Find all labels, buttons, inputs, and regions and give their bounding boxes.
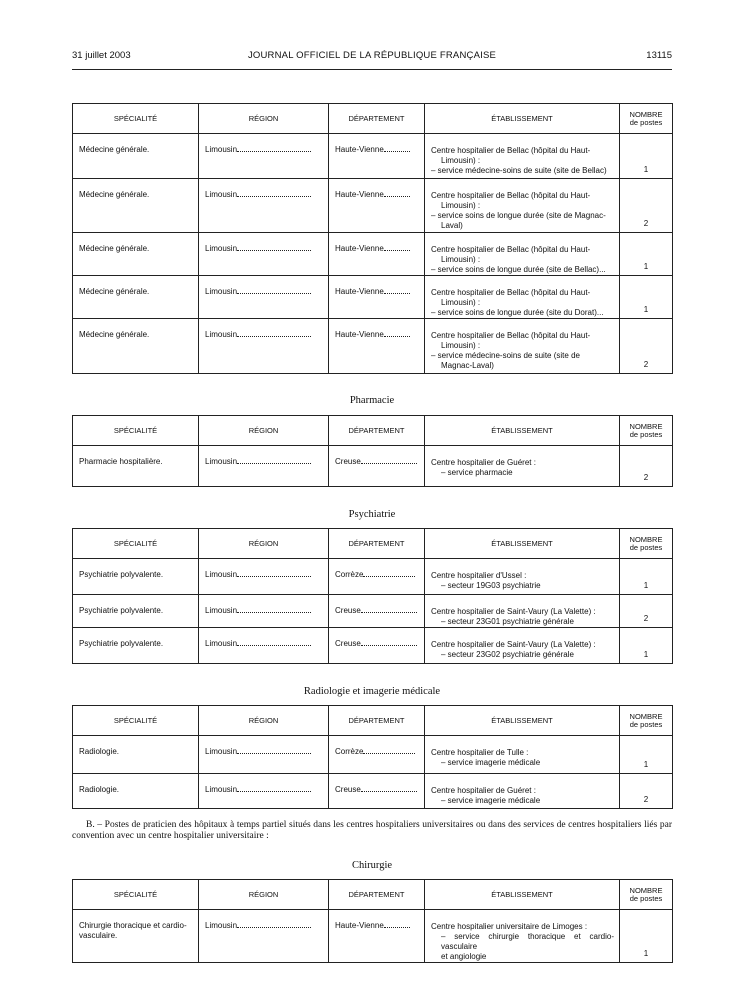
cell-specialite <box>73 319 199 374</box>
etablissement-line: – service imagerie médicale <box>441 796 541 805</box>
dot-leader <box>384 151 410 152</box>
table-header <box>73 416 673 446</box>
nombre-label-1: NOMBRE <box>629 109 663 119</box>
col-header-specialite <box>73 416 199 446</box>
etablissement-line: Magnac-Laval) <box>441 361 494 370</box>
nombre-value: 2 <box>643 219 649 228</box>
cell-region <box>199 595 329 628</box>
cell-region <box>199 628 329 664</box>
etablissement-line: Centre hospitalier de Tulle : <box>431 748 529 757</box>
specialite-text: Radiologie. <box>79 785 120 794</box>
header-row <box>73 880 673 910</box>
cell-nombre <box>620 628 673 664</box>
etablissement-line: et angiologie <box>441 952 487 961</box>
table-body <box>73 446 673 487</box>
departement-text: Haute-Vienne <box>335 287 384 296</box>
departement-text: Haute-Vienne <box>335 190 384 199</box>
dot-leader <box>237 250 311 251</box>
nombre-value: 1 <box>643 305 649 314</box>
etablissement-line: Centre hospitalier de Bellac (hôpital du Haut- <box>431 191 591 200</box>
cell-etablissement <box>425 446 620 487</box>
col-header-region <box>199 104 329 134</box>
col-header-region-label: RÉGION <box>248 715 279 725</box>
dot-leader <box>363 576 415 577</box>
col-header-specialite-label: SPÉCIALITÉ <box>113 889 158 899</box>
dot-leader <box>237 612 311 613</box>
table-row <box>73 559 673 595</box>
nombre-label-1: NOMBRE <box>629 885 663 895</box>
col-header-specialite <box>73 880 199 910</box>
col-header-region <box>199 880 329 910</box>
specialite-text: Médecine générale. <box>79 190 150 199</box>
cell-nombre <box>620 595 673 628</box>
table-row <box>73 446 673 487</box>
cell-nombre <box>620 319 673 374</box>
region-text: Limousin <box>205 190 238 199</box>
cell-departement <box>329 774 425 809</box>
cell-region <box>199 319 329 374</box>
etablissement-line: – service médecine-soins de suite (site de Bellac) <box>431 166 607 175</box>
cell-etablissement <box>425 736 620 774</box>
etablissement-line: Centre hospitalier de Guéret : <box>431 786 536 795</box>
specialite-text: Radiologie. <box>79 747 120 756</box>
table-row <box>73 774 673 809</box>
etablissement-line: Centre hospitalier de Bellac (hôpital du Haut- <box>431 288 591 297</box>
table-header <box>73 880 673 910</box>
nombre-value: 1 <box>643 650 649 659</box>
dot-leader <box>384 293 410 294</box>
col-header-region-label: RÉGION <box>248 113 279 123</box>
cell-nombre <box>620 134 673 179</box>
specialite-text: Pharmacie hospitalière. <box>79 457 163 466</box>
dot-leader <box>384 927 410 928</box>
col-header-etablissement-label: ÉTABLISSEMENT <box>491 113 553 123</box>
dot-leader <box>363 753 415 754</box>
nombre-label-2: de postes <box>629 893 663 903</box>
cell-departement <box>329 179 425 233</box>
specialite-text: Médecine générale. <box>79 287 150 296</box>
section-title-radiologie: Radiologie et imagerie médicale <box>303 686 441 697</box>
etablissement-line: Limousin) : <box>441 156 481 165</box>
section-title-chirurgie: Chirurgie <box>351 860 393 871</box>
region-text: Limousin <box>205 785 238 794</box>
cell-region <box>199 233 329 276</box>
etablissement-line: Laval) <box>441 221 463 230</box>
nombre-label-2: de postes <box>629 117 663 127</box>
etablissement-line: – service soins de longue durée (site de Bellac)... <box>431 265 606 274</box>
cell-etablissement <box>425 595 620 628</box>
col-header-region <box>199 416 329 446</box>
header-row <box>73 416 673 446</box>
col-header-region <box>199 706 329 736</box>
cell-specialite <box>73 559 199 595</box>
cell-specialite <box>73 736 199 774</box>
cell-departement <box>329 559 425 595</box>
etablissement-line: – secteur 23G02 psychiatrie générale <box>441 650 574 659</box>
cell-nombre <box>620 276 673 319</box>
cell-departement <box>329 276 425 319</box>
col-header-specialite-label: SPÉCIALITÉ <box>113 425 158 435</box>
col-header-etablissement-label: ÉTABLISSEMENT <box>491 715 553 725</box>
etablissement-line: – service imagerie médicale <box>441 758 541 767</box>
dot-leader <box>361 791 417 792</box>
section-title-psychiatrie: Psychiatrie <box>348 509 396 520</box>
col-header-departement <box>329 706 425 736</box>
etablissement-line: Centre hospitalier d'Ussel : <box>431 571 527 580</box>
etablissement-line: – service soins de longue durée (site du Dorat)... <box>431 308 604 317</box>
specialite-text: Médecine générale. <box>79 145 150 154</box>
region-text: Limousin <box>205 639 238 648</box>
cell-nombre <box>620 446 673 487</box>
col-header-etablissement <box>425 104 620 134</box>
specialite-text: Médecine générale. <box>79 244 150 253</box>
region-text: Limousin <box>205 330 238 339</box>
col-header-region-label: RÉGION <box>248 889 279 899</box>
col-header-nombre <box>620 104 673 134</box>
col-header-specialite <box>73 706 199 736</box>
nombre-value: 2 <box>643 473 649 482</box>
dot-leader <box>384 250 410 251</box>
header-row <box>73 104 673 134</box>
cell-nombre <box>620 736 673 774</box>
col-header-etablissement <box>425 529 620 559</box>
nombre-value: 1 <box>643 262 649 271</box>
col-header-departement-label: DÉPARTEMENT <box>348 425 405 435</box>
cell-etablissement <box>425 774 620 809</box>
cell-departement <box>329 319 425 374</box>
col-header-etablissement-label: ÉTABLISSEMENT <box>491 538 553 548</box>
dot-leader <box>237 927 311 928</box>
nombre-value: 2 <box>643 795 649 804</box>
specialite-text: Psychiatrie polyvalente. <box>79 570 164 579</box>
cell-departement <box>329 446 425 487</box>
header-row <box>73 706 673 736</box>
cell-etablissement <box>425 134 620 179</box>
departement-text: Creuse <box>335 785 361 794</box>
cell-region <box>199 134 329 179</box>
col-header-etablissement <box>425 880 620 910</box>
cell-departement <box>329 736 425 774</box>
nombre-label-2: de postes <box>629 542 663 552</box>
specialite-text: Psychiatrie polyvalente. <box>79 639 164 648</box>
dot-leader <box>237 753 311 754</box>
table-row <box>73 134 673 179</box>
col-header-nombre <box>620 416 673 446</box>
table-row <box>73 276 673 319</box>
table-body <box>73 134 673 374</box>
table-chirurgie <box>72 879 673 963</box>
cell-nombre <box>620 559 673 595</box>
dot-leader <box>237 645 311 646</box>
table-row <box>73 736 673 774</box>
col-header-specialite-label: SPÉCIALITÉ <box>113 715 158 725</box>
dot-leader <box>237 336 311 337</box>
cell-nombre <box>620 774 673 809</box>
nombre-value: 1 <box>643 165 649 174</box>
etablissement-line: Centre hospitalier de Bellac (hôpital du Haut- <box>431 146 591 155</box>
table-body <box>73 910 673 963</box>
departement-text: Haute-Vienne <box>335 145 384 154</box>
dot-leader <box>361 645 417 646</box>
etablissement-line: Limousin) : <box>441 201 481 210</box>
col-header-specialite <box>73 104 199 134</box>
table-row <box>73 910 673 963</box>
col-header-region-label: RÉGION <box>248 425 279 435</box>
nombre-label-1: NOMBRE <box>629 421 663 431</box>
nombre-label-2: de postes <box>629 429 663 439</box>
cell-region <box>199 179 329 233</box>
table-header <box>73 104 673 134</box>
specialite-text: Psychiatrie polyvalente. <box>79 606 164 615</box>
col-header-nombre <box>620 529 673 559</box>
region-text: Limousin <box>205 287 238 296</box>
table-psychiatrie <box>72 528 673 664</box>
dot-leader <box>384 336 410 337</box>
dot-leader <box>237 196 311 197</box>
region-text: Limousin <box>205 606 238 615</box>
etablissement-line: – service médecine-soins de suite (site de <box>431 351 580 360</box>
cell-region <box>199 736 329 774</box>
col-header-departement-label: DÉPARTEMENT <box>348 889 405 899</box>
etablissement-line: Centre hospitalier de Bellac (hôpital du Haut- <box>431 331 591 340</box>
etablissement-line: Centre hospitalier de Bellac (hôpital du Haut- <box>431 245 591 254</box>
section-title-pharmacie: Pharmacie <box>349 395 395 406</box>
departement-text: Corrèze <box>335 570 364 579</box>
dot-leader <box>237 791 311 792</box>
etablissement-line: Limousin) : <box>441 255 481 264</box>
table-row <box>73 595 673 628</box>
col-header-etablissement <box>425 416 620 446</box>
table-header <box>73 529 673 559</box>
nombre-value: 1 <box>643 760 649 769</box>
region-text: Limousin <box>205 921 238 930</box>
table-body <box>73 559 673 664</box>
col-header-etablissement-label: ÉTABLISSEMENT <box>491 425 553 435</box>
nombre-label-1: NOMBRE <box>629 534 663 544</box>
etablissement-line: – service soins de longue durée (site de Magnac- <box>431 211 606 220</box>
cell-etablissement <box>425 179 620 233</box>
col-header-specialite-label: SPÉCIALITÉ <box>113 113 158 123</box>
nombre-value: 2 <box>643 614 649 623</box>
col-header-departement-label: DÉPARTEMENT <box>348 538 405 548</box>
cell-etablissement <box>425 319 620 374</box>
cell-departement <box>329 910 425 963</box>
cell-specialite <box>73 595 199 628</box>
etablissement-line: – secteur 19G03 psychiatrie <box>441 581 541 590</box>
header-date: 31 juillet 2003 <box>72 50 131 61</box>
table-row <box>73 233 673 276</box>
etablissement-line: Limousin) : <box>441 298 481 307</box>
cell-nombre <box>620 233 673 276</box>
nombre-label-1: NOMBRE <box>629 711 663 721</box>
cell-specialite <box>73 910 199 963</box>
cell-specialite <box>73 179 199 233</box>
journal-title: JOURNAL OFFICIEL DE LA RÉPUBLIQUE FRANÇAISE <box>247 50 497 61</box>
header-row <box>73 529 673 559</box>
cell-etablissement <box>425 233 620 276</box>
cell-specialite <box>73 233 199 276</box>
table-row <box>73 319 673 374</box>
etablissement-line: Centre hospitalier de Guéret : <box>431 458 536 467</box>
cell-specialite <box>73 446 199 487</box>
table-pharmacie <box>72 415 673 487</box>
col-header-region <box>199 529 329 559</box>
col-header-nombre <box>620 880 673 910</box>
dot-leader <box>237 576 311 577</box>
table-row <box>73 179 673 233</box>
etablissement-line: – secteur 23G01 psychiatrie générale <box>441 617 574 626</box>
region-text: Limousin <box>205 570 238 579</box>
cell-etablissement <box>425 276 620 319</box>
etablissement-line: Centre hospitalier de Saint-Vaury (La Valette) : <box>431 640 596 649</box>
etablissement-line: Centre hospitalier de Saint-Vaury (La Valette) : <box>431 607 596 616</box>
col-header-etablissement-label: ÉTABLISSEMENT <box>491 889 553 899</box>
specialite-text: Chirurgie thoracique et cardio-vasculaire. <box>79 921 187 940</box>
nombre-value: 2 <box>643 360 649 369</box>
cell-etablissement <box>425 910 620 963</box>
dot-leader <box>237 293 311 294</box>
dot-leader <box>237 463 311 464</box>
etablissement-line: Centre hospitalier universitaire de Limoges : <box>431 922 588 931</box>
col-header-region-label: RÉGION <box>248 538 279 548</box>
cell-specialite <box>73 774 199 809</box>
cell-etablissement <box>425 559 620 595</box>
paragraph-b: B. – Postes de praticien des hôpitaux à temps partiel situés dans les centres hospitaliers universitaires ou dans des services de centres hospitaliers liés par convention avec un centre hospitalier universitaire : <box>72 820 672 841</box>
cell-specialite <box>73 134 199 179</box>
region-text: Limousin <box>205 747 238 756</box>
col-header-departement <box>329 880 425 910</box>
dot-leader <box>361 463 417 464</box>
region-text: Limousin <box>205 244 238 253</box>
cell-departement <box>329 628 425 664</box>
cell-nombre <box>620 910 673 963</box>
table-radiologie <box>72 705 673 809</box>
departement-text: Corrèze <box>335 747 364 756</box>
departement-text: Creuse <box>335 606 361 615</box>
dot-leader <box>361 612 417 613</box>
col-header-nombre <box>620 706 673 736</box>
specialite-text: Médecine générale. <box>79 330 150 339</box>
nombre-value: 1 <box>643 581 649 590</box>
cell-region <box>199 559 329 595</box>
col-header-departement-label: DÉPARTEMENT <box>348 113 405 123</box>
cell-departement <box>329 134 425 179</box>
col-header-departement <box>329 104 425 134</box>
col-header-specialite-label: SPÉCIALITÉ <box>113 538 158 548</box>
departement-text: Haute-Vienne <box>335 921 384 930</box>
cell-specialite <box>73 276 199 319</box>
etablissement-line: – service pharmacie <box>441 468 513 477</box>
departement-text: Creuse <box>335 457 361 466</box>
col-header-departement-label: DÉPARTEMENT <box>348 715 405 725</box>
cell-region <box>199 276 329 319</box>
cell-region <box>199 774 329 809</box>
col-header-departement <box>329 416 425 446</box>
region-text: Limousin <box>205 457 238 466</box>
cell-region <box>199 910 329 963</box>
dot-leader <box>384 196 410 197</box>
dot-leader <box>237 151 311 152</box>
nombre-value: 1 <box>643 949 649 958</box>
cell-etablissement <box>425 628 620 664</box>
table-header <box>73 706 673 736</box>
cell-departement <box>329 233 425 276</box>
cell-region <box>199 446 329 487</box>
departement-text: Haute-Vienne <box>335 330 384 339</box>
header-rule <box>72 69 672 70</box>
page-number: 13115 <box>646 50 672 61</box>
table-row <box>73 628 673 664</box>
col-header-departement <box>329 529 425 559</box>
cell-departement <box>329 595 425 628</box>
etablissement-line: – service chirurgie thoracique et cardio-vasculaire <box>441 932 614 951</box>
page-header <box>72 50 672 64</box>
nombre-label-2: de postes <box>629 719 663 729</box>
table-medecine <box>72 103 673 374</box>
departement-text: Haute-Vienne <box>335 244 384 253</box>
cell-specialite <box>73 628 199 664</box>
region-text: Limousin <box>205 145 238 154</box>
col-header-etablissement <box>425 706 620 736</box>
cell-nombre <box>620 179 673 233</box>
departement-text: Creuse <box>335 639 361 648</box>
table-body <box>73 736 673 809</box>
col-header-specialite <box>73 529 199 559</box>
etablissement-line: Limousin) : <box>441 341 481 350</box>
